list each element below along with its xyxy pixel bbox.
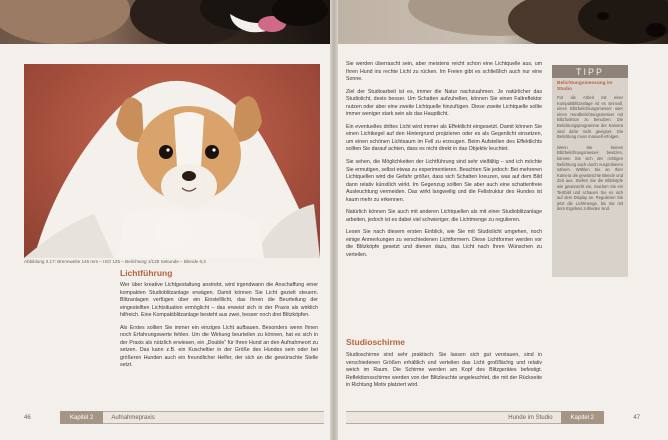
chihuahua-photo <box>24 64 320 258</box>
tip-paragraph: Für die Arbeit mit einer Kompaktblitzanlage ist es sinnvoll, einen Blitzbelichtungsmesser oder einen Handbelichtungsmesser mit Blitzfunktion zu benutzen. Die Belichtungsprogramme der Kamera sind dafür nicht geeignet. Die Belichtung muss manuell erfolgen. <box>557 95 623 140</box>
paragraph: Ein eventuelles drittes Licht wird immer als Effektlicht eingesetzt. Damit können Sie einen Lichtkegel auf den Hintergrund projizieren oder es als Gegenlicht einsetzen, um einen schönen Lichtsaum im Fell zu erzeugen. Beim Aufstellen des Effektlichts sollten Sie darauf achten, dass es nicht direkt in das Objektiv leuchtet. <box>346 123 542 153</box>
right-body-text-bottom <box>346 352 542 408</box>
top-photo-strip-right <box>338 0 668 44</box>
paragraph: Sie werden überrascht sein, aber meistens reicht schon eine Lichtquelle aus, um Ihren Hund ins rechte Licht zu rücken. Im Freien gibt es schließlich auch nur eine Sonne. <box>346 61 542 83</box>
right-body-text-top <box>346 61 542 333</box>
paragraph: Ziel der Studioarbeit ist es, immer die Natur nachzuahmen. Je natürlicher das Studiolicht, desto besser. Um Schatten aufzuhellen, können Sie einen Faltreflektor nutzen oder aber eine zweite Lichtquelle hinzufügen. Diese zweite Lichtquelle sollte immer weniger stark sein als das Hauptlicht. <box>346 88 542 118</box>
chapter-label-right: Kapitel 2 <box>561 411 604 424</box>
book-gutter <box>330 0 338 440</box>
paragraph: Als Erstes sollten Sie immer ein einziges Licht aufbauen. Besonders wenn Ihnen noch Erfahrungswerte fehlen. Um die Wirkung beurteilen zu können, hat es sich in der Praxis als nützlich erwiesen, ein „Double“ für Ihren Hund an den Aufnahmeort zu setzen. Das kann z.B. ein Kuscheltier in der Größe des Hundes sein oder bei größeren Hunden auch ein freundlicher Helfer, der sich an die gewünschte Stelle setzt. <box>120 324 318 369</box>
dog-snout-photo <box>0 0 330 44</box>
paragraph: Natürlich können Sie auch mit anderen Lichtquellen als mit einer Studioblitzanlage arbeiten, jedoch ist es dabei viel schwieriger, die Lichtmenge zu regulieren. <box>346 209 542 223</box>
paragraph: Wer über kreative Lichtgestaltung anstrebt, wird irgendwann die Anschaffung einer kompakten Studioblitzanlage erwägen. Damit können Sie Licht gezielt steuern. Blitzanlagen verfügen über ein Einstelllicht, das Ihnen die Beurteilung der eingestellten Lichtsituation ermöglicht – das erweist sich in der Praxis als wirklich hilfreich. Eine Kompaktblitzanlage besteht aus zwei, besser noch drei Blitzköpfen. <box>120 282 318 319</box>
paragraph: Lesen Sie nach diesem ersten Einblick, wie Sie mit Studiolicht umgehen, noch einige Anmerkungen zu verschiedenen Lichtformern. Diese Lichtformer werden vor die Blitzköpfe gesetzt und dienen dazu, das Licht nach Ihren Wünschen zu verteilen. <box>346 229 542 259</box>
left-body-text <box>120 282 318 408</box>
tip-box <box>552 65 628 277</box>
top-photo-strip-left <box>0 0 330 44</box>
chapter-label-left: Kapitel 2 <box>60 411 103 424</box>
paragraph: Sie sehen, die Möglichkeiten der Lichtführung sind sehr vielfältig – und ich möchte Sie ermutigen, selbst etwas zu experimentieren. Beachten Sie jedoch: Bei mehreren Lichtquellen wird die Gefahr größer, dass sich Schatten kreuzen, was auf dem Bild dann relativ künstlich wirkt. Im Gegenzug sollten Sie aber auch eine schattenfreie Ausleuchtung vermeiden. Das wirkt langweilig und die Fellstruktur des Hundes ist kaum mehr zu erkennen. <box>346 159 542 203</box>
chihuahua-in-blanket-image <box>24 64 320 258</box>
page-number-right: 47 <box>633 414 640 421</box>
tip-label: TIPP <box>552 65 628 78</box>
tip-title: Belichtungsmessung im Studio <box>557 81 613 92</box>
section-label-right: Hunde im Studio <box>346 411 561 424</box>
page-number-left: 46 <box>24 414 31 421</box>
left-page-footer <box>24 411 324 424</box>
heading-lichtfuehrung: Lichtführung <box>120 268 173 278</box>
paragraph: Studioschirme sind sehr praktisch: Sie lassen sich gut verstauen, sind in verschiedenen Größen erhältlich und verteilen das Licht großflächig und relativ weich im Raum. Die Schirme werden am Kopf des Blitzgerätes befestigt. Reflektionsschirme werden von der Blitzleuchte angeleuchtet, die mit der Rückseite in Richtung Motiv platziert wird. <box>346 352 542 389</box>
heading-studioschirme: Studioschirme <box>346 337 406 347</box>
right-page-footer <box>346 411 640 424</box>
section-label-left: Aufnahmepraxis <box>103 411 324 424</box>
dog-head-photo <box>338 0 668 44</box>
tip-paragraph: Wenn Sie keinen Blitzbelichtungsmesser besitzen, können Sie sich der richtigen Belichtung auch durch Ausprobieren nähern. Wählen Sie an Ihrer Kamera die gewünschte Blende und Zeit aus. Stellen Sie die Blitzköpfe wie gewünscht ein, machen Sie ein Testbild und schauen Sie es sich auf dem Display an. Regulieren Sie jetzt die Lichtmenge, bis Sie mit dem Ergebnis zufrieden sind. <box>557 144 623 212</box>
photo-caption: Abbildung 2.17: Brennweite 145 mm – ISO 125 – Belichtung 1/125 Sekunde – Blende 6,3 <box>24 259 206 264</box>
